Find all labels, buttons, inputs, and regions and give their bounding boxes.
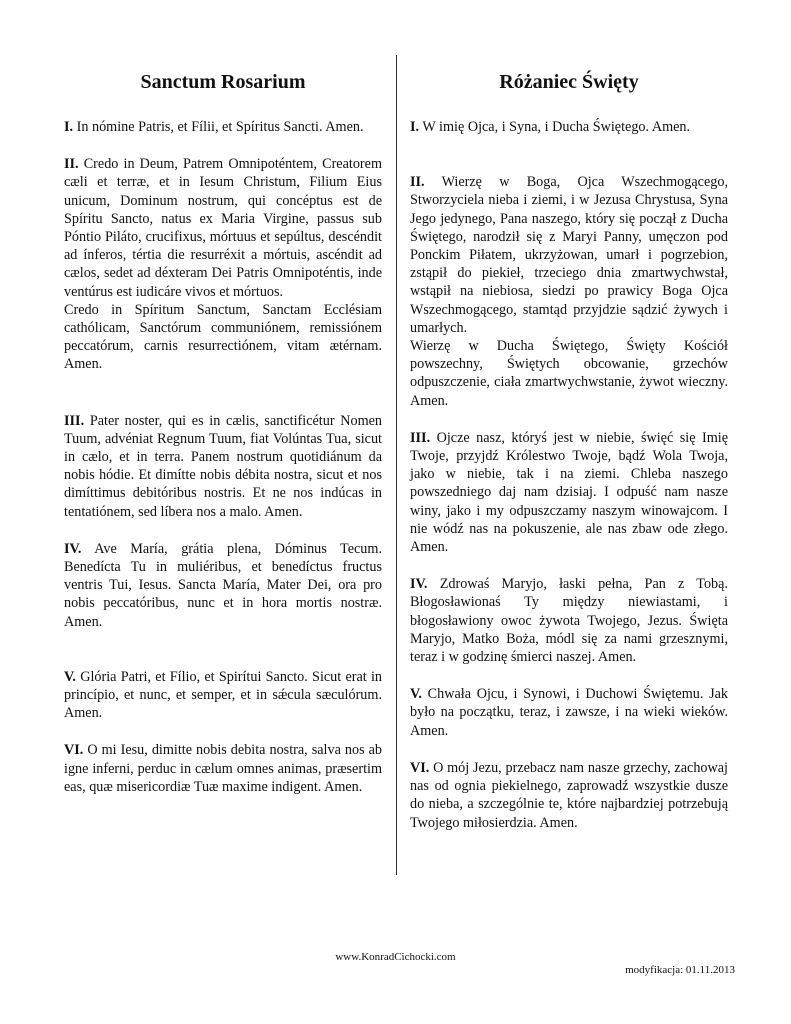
latin-paragraph-6: [64, 741, 382, 796]
latin-title: Sanctum Rosarium: [140, 71, 306, 93]
paragraph-number: V.: [64, 668, 76, 685]
paragraph-number: VI.: [64, 742, 84, 759]
polish-paragraph-3: [410, 429, 728, 556]
latin-paragraph-1: [64, 118, 382, 136]
paragraph-number: IV.: [410, 576, 428, 593]
polish-paragraph-4: [410, 575, 728, 666]
paragraph-text: Ojcze nasz, któryś jest w niebie, święć się Imię Twoje, przyjdź Królestwo Twoje, bądź Wola Twoja, jako w niebie, tak i na ziemi. Chleba naszego powszedniego daj nam dzisiaj. I odpuść nam nasze winy, jako i my odpuszczamy naszym winowajcom. I nie wódź nas na pokuszenie, ale nas zbaw ode złego. Amen.: [410, 429, 728, 556]
polish-paragraph-5: [410, 685, 728, 740]
paragraph-text: Pater noster, qui es in cælis, sanctificétur Nomen Tuum, advéniat Regnum Tuum, fiat Volúntas Tua, sicut in cælo, et in terra. Panem nostrum quotidiánum da nobis hódie. Et dimítte nobis débita nostra, sicut et nos dimíttimus debitóribus nostris. Et ne nos indúcas in tentatiónem, sed líbera nos a malo. Amen.: [64, 412, 382, 520]
paragraph-text: Chwała Ojcu, i Synowi, i Duchowi Świętemu. Jak było na początku, teraz, i zawsze, i na wieki wieków. Amen.: [410, 686, 729, 739]
paragraph-number: III.: [64, 412, 85, 429]
paragraph-number: V.: [410, 686, 422, 703]
paragraph-text: Credo in Spíritum Sanctum, Sanctam Ecclésiam cathólicam, Sanctórum communiónem, remissiónem peccatórum, carnis resurrectiónem, vitam ætérnam. Amen.: [64, 301, 382, 373]
polish-column: [410, 68, 728, 832]
latin-paragraph-2b: [64, 301, 382, 374]
polish-paragraph-2b: [410, 337, 728, 410]
paragraph-text: Credo in Deum, Patrem Omnipoténtem, Creatorem cæli et terræ, et in Iesum Christum, Filium Eius unicum, Dominum nostrum, qui concéptus est de Spíritu Sancto, natus ex Maria Virgine, passus sub Póntio Piláto, crucifixus, mórtuus et sepúltus, descéndit ad ínferos, tértia die resurréxit a mórtuis, ascéndit ad cælos, sedet ad déxteram Dei Patris Omnipoténtis, inde ventúrus est iudicáre vivos et mórtuos.: [64, 156, 382, 300]
paragraph-number: IV.: [64, 540, 82, 557]
paragraph-text: Wierzę w Ducha Świętego, Święty Kościół powszechny, Świętych obcowanie, grzechów odpuszczenie, ciała zmartwychwstanie, żywot wieczny. Amen.: [410, 338, 728, 409]
latin-paragraph-3: [64, 412, 382, 521]
polish-paragraph-1: [410, 118, 728, 136]
paragraph-number: I.: [410, 119, 420, 135]
column-divider: [396, 55, 397, 875]
polish-title: Różaniec Święty: [499, 71, 639, 93]
paragraph-text: W imię Ojca, i Syna, i Ducha Świętego. Amen.: [422, 119, 691, 135]
paragraph-text: O mi Iesu, dimitte nobis debita nostra, salva nos ab igne inferni, perduc in cælum omnes animas, præsertim eas, quæ misericordiæ Tuæ maxime indigent. Amen.: [64, 742, 383, 795]
latin-paragraph-5: [64, 668, 382, 723]
latin-paragraph-4: [64, 540, 382, 631]
paragraph-number: II.: [64, 156, 79, 173]
polish-paragraph-6: [410, 759, 728, 832]
paragraph-text: O mój Jezu, przebacz nam nasze grzechy, zachowaj nas od ognia piekielnego, zaprowadź wszystkie dusze do nieba, a szczególnie te, które najbardziej potrzebują Twojego miłosierdzia. Amen.: [410, 759, 728, 831]
paragraph-text: Ave María, grátia plena, Dóminus Tecum. Benedícta Tu in muliéribus, et benedíctus fructus ventris Tui, Iesus. Sancta María, Mater Dei, ora pro nobis peccatóribus, nunc et in hora mortis nostræ. Amen.: [64, 540, 382, 630]
polish-paragraph-2: [410, 173, 728, 337]
paragraph-number: II.: [410, 174, 425, 191]
paragraph-text: Wierzę w Boga, Ojca Wszechmogącego, Stworzyciela nieba i ziemi, i w Jezusa Chrystusa, Syna Jego jedynego, Pana naszego, który się począł z Ducha Świętego, narodził się z Maryi Panny, umęczon pod Ponckim Piłatem, ukrzyżowan, umarł i pogrzebion, zstąpił do piekieł, trzeciego dnia zmartwychwstał, wstąpił na niebiosa, siedzi po prawicy Boga Ojca Wszechmogącego, stamtąd przyjdzie sądzić żywych i umarłych.: [410, 174, 728, 336]
footer-website: www.KonradCichocki.com: [335, 951, 456, 963]
paragraph-number: VI.: [410, 759, 430, 776]
paragraph-text: Glória Patri, et Fílio, et Spirítui Sancto. Sicut erat in princípio, et nunc, et semper, et in sǽcula sæculórum. Amen.: [64, 668, 382, 722]
paragraph-number: III.: [410, 429, 431, 446]
latin-column: [64, 68, 382, 796]
footer-modification-date: modyfikacja: 01.11.2013: [625, 964, 735, 976]
paragraph-number: I.: [64, 119, 74, 135]
paragraph-text: Zdrowaś Maryjo, łaski pełna, Pan z Tobą. Błogosławionaś Ty między niewiastami, i błogosławiony owoc żywota Twojego, Jezus. Święta Maryjo, Matko Boża, módl się za nami grzesznymi, teraz i w godzinę śmierci naszej. Amen.: [410, 576, 728, 666]
paragraph-text: In nómine Patris, et Fílii, et Spíritus Sancti. Amen.: [76, 119, 364, 135]
latin-paragraph-2: [64, 155, 382, 301]
